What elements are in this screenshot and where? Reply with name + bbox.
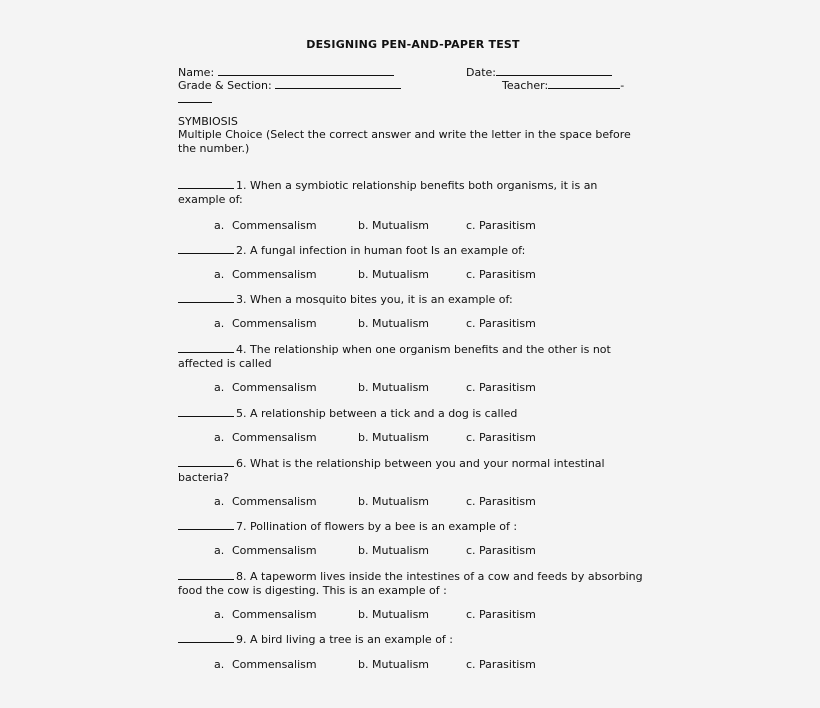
choice-b: b. Mutualism — [358, 317, 430, 330]
choice-c: c. Parasitism — [466, 431, 536, 444]
question-number: 9. — [236, 633, 247, 646]
question-3 — [178, 292, 648, 307]
choice-b: b. Mutualism — [358, 381, 430, 394]
question-9 — [178, 632, 648, 647]
teacher-field — [502, 78, 624, 92]
question-number: 5. — [236, 407, 247, 420]
teacher-label: Teacher: — [502, 79, 549, 92]
grade-section-blank-line[interactable] — [275, 78, 401, 89]
choice-c: c. Parasitism — [466, 317, 536, 330]
choice-b: b. Mutualism — [358, 495, 430, 508]
choice-b: b. Mutualism — [358, 268, 430, 281]
document-title: DESIGNING PEN-AND-PAPER TEST — [306, 38, 520, 51]
question-number: 6. — [236, 457, 247, 470]
choice-b: b. Mutualism — [358, 431, 430, 444]
teacher-suffix: - — [620, 79, 625, 92]
teacher-continuation-line[interactable] — [178, 92, 212, 103]
teacher-continuation — [178, 92, 212, 106]
name-field — [178, 65, 394, 79]
choice-b: b. Mutualism — [358, 608, 430, 621]
choice-a: a. Commensalism — [214, 658, 317, 671]
question-8 — [178, 569, 648, 598]
choice-b: b. Mutualism — [358, 219, 430, 232]
date-label: Date: — [466, 66, 496, 79]
answer-blank-7[interactable] — [178, 519, 234, 530]
date-field — [466, 65, 612, 79]
question-number: 4. — [236, 343, 247, 356]
question-text: The relationship when one organism benefits and the other is not affected is called — [178, 343, 611, 370]
question-6 — [178, 456, 648, 485]
choice-a: a. Commensalism — [214, 608, 317, 621]
choice-a: a. Commensalism — [214, 219, 317, 232]
question-text: A relationship between a tick and a dog is called — [250, 407, 518, 420]
instructions: Multiple Choice (Select the correct answer and write the letter in the space before the number.) — [178, 128, 631, 155]
choice-c: c. Parasitism — [466, 544, 536, 557]
answer-blank-4[interactable] — [178, 342, 234, 353]
choice-a: a. Commensalism — [214, 268, 317, 281]
question-7 — [178, 519, 648, 534]
question-number: 2. — [236, 244, 247, 257]
question-text: A tapeworm lives inside the intestines of a cow and feeds by absorbing food the cow is digesting. This is an example of : — [178, 570, 643, 597]
choice-a: a. Commensalism — [214, 381, 317, 394]
question-text: When a mosquito bites you, it is an example of: — [250, 293, 513, 306]
question-4 — [178, 342, 648, 371]
question-number: 8. — [236, 570, 247, 583]
choice-a: a. Commensalism — [214, 317, 317, 330]
section-title: SYMBIOSIS — [178, 115, 238, 128]
question-1 — [178, 178, 648, 207]
name-blank-line[interactable] — [218, 65, 394, 76]
date-blank-line[interactable] — [496, 65, 612, 76]
question-text: When a symbiotic relationship benefits both organisms, it is an example of: — [178, 179, 598, 206]
question-number: 3. — [236, 293, 247, 306]
answer-blank-2[interactable] — [178, 243, 234, 254]
question-text: What is the relationship between you and your normal intestinal bacteria? — [178, 457, 605, 484]
teacher-blank-line[interactable] — [548, 78, 620, 89]
answer-blank-1[interactable] — [178, 178, 234, 189]
question-5 — [178, 406, 648, 421]
choice-c: c. Parasitism — [466, 608, 536, 621]
answer-blank-5[interactable] — [178, 406, 234, 417]
answer-blank-6[interactable] — [178, 456, 234, 467]
question-text: A fungal infection in human foot Is an example of: — [250, 244, 526, 257]
question-number: 1. — [236, 179, 247, 192]
choice-a: a. Commensalism — [214, 495, 317, 508]
answer-blank-8[interactable] — [178, 569, 234, 580]
choice-c: c. Parasitism — [466, 219, 536, 232]
choice-a: a. Commensalism — [214, 431, 317, 444]
question-text: Pollination of flowers by a bee is an example of : — [250, 520, 518, 533]
answer-blank-9[interactable] — [178, 632, 234, 643]
choice-a: a. Commensalism — [214, 544, 317, 557]
question-2 — [178, 243, 648, 258]
question-text: A bird living a tree is an example of : — [250, 633, 454, 646]
choice-c: c. Parasitism — [466, 658, 536, 671]
choice-c: c. Parasitism — [466, 268, 536, 281]
grade-section-label: Grade & Section: — [178, 79, 272, 92]
question-number: 7. — [236, 520, 247, 533]
name-label: Name: — [178, 66, 215, 79]
choice-b: b. Mutualism — [358, 658, 430, 671]
choice-b: b. Mutualism — [358, 544, 430, 557]
answer-blank-3[interactable] — [178, 292, 234, 303]
choice-c: c. Parasitism — [466, 381, 536, 394]
grade-section-field — [178, 78, 401, 92]
choice-c: c. Parasitism — [466, 495, 536, 508]
